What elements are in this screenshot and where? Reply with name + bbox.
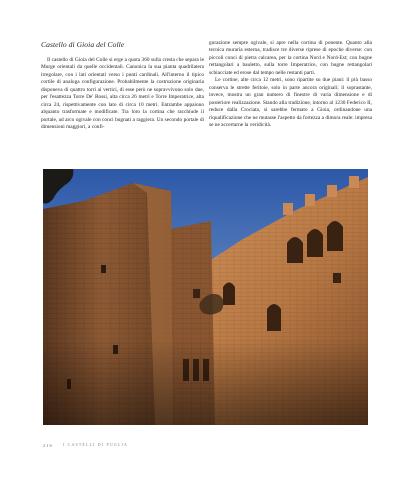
body-paragraph: Il castello di Gioia del Colle si erge a quota 360 sulla cresta che separa le Murge orientali da quelle occidentali. Canonica la sua pianta quadrilatera irregolare, con i lati orientati verso i punti cardinali. All'interno il tipico cortile di analoga configurazione. Probabilmente la costruzione originaria disponeva di quattro torri ai vertici, di esse però ne sopravvivono solo due, per l'esattezza Torre De' Rossi, alta circa 26 metri e Torre Imperatrice, alta circa 24, rispettivamente con lato di circa 10 metri. Entrambe appaiono alquanto trasformate e modificate. Tra loro la cortina che racchiude il portale, ad arco ogivale con conci bugnati a raggiera. Un secondo portale di dimensioni maggiori, a confi-	[41, 57, 204, 131]
castle-photo	[43, 169, 368, 425]
text-column-left	[41, 40, 204, 132]
body-paragraph-continued: gurazione sempre ogivale, si apre nella cortina di ponente. Quanto alla tecnica muraria esterna, tradisce tre diverse riprese di epoche diverse: con piccoli conci di pietra calcarea, per la cortina Nord e Nord-Est; con bugne rettangolari a bauletto, sulla torre Imperatrice, con bugne rettangolari schiacciate ed erose dal tempo nelle restanti parti.	[209, 40, 372, 76]
text-column-right	[209, 40, 372, 129]
page-number: 216	[43, 443, 53, 448]
body-paragraph: Le cortine, alte circa 12 metri, sono ripartite su due piani: il più basso conserva le strette feritoie, solo in parte ancora originali; il soprastante, invece, mostra un gran numero di finestre di varia dimensione e di posteriore realizzazione. Stando alla tradizione, intorno al 1230 Federico II, reduce dalla Crociata, si sarebbe fermato a Gioia, ordinandone una riqualificazione che ne mutasse l'aspetto da fortezza a dimora reale: impresa se ne accertarne la veridicità.	[209, 77, 372, 128]
section-title: Castello di Gioia del Colle	[41, 40, 125, 49]
running-head: I CASTELLI DI PUGLIA	[63, 443, 128, 447]
